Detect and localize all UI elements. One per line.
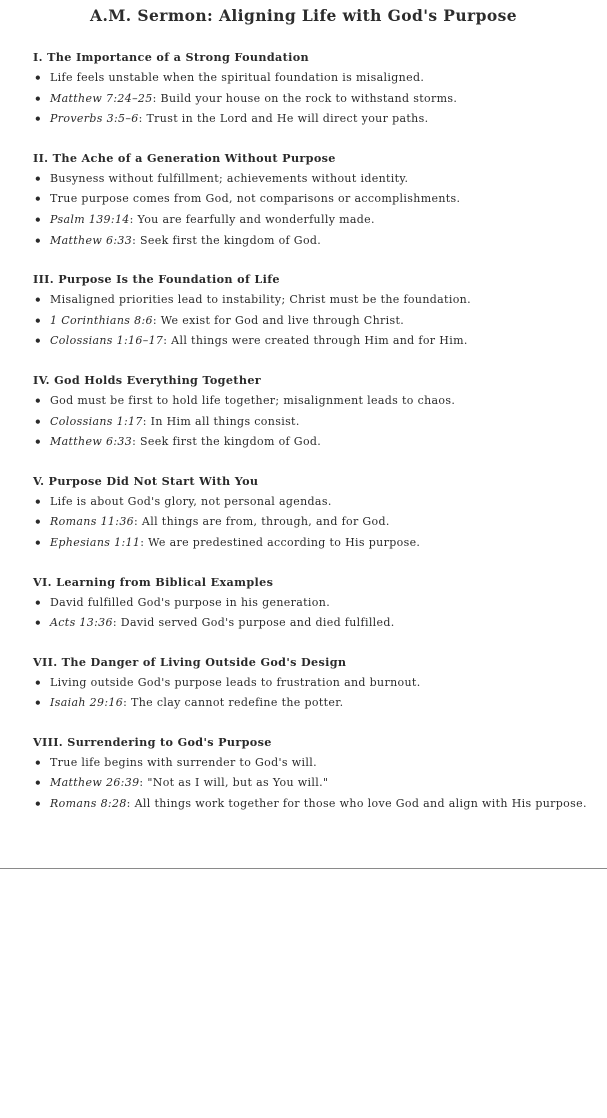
- list-item: [33, 68, 587, 89]
- section-5: [33, 473, 587, 554]
- bullet-icon: •: [34, 515, 43, 530]
- section-heading: IV. God Holds Everything Together: [33, 372, 262, 387]
- point-list: [33, 290, 587, 352]
- point-list: [33, 492, 587, 554]
- bullet-icon: •: [34, 313, 43, 328]
- point-list: [33, 169, 587, 251]
- list-item: [33, 593, 587, 614]
- point-text: Life is about God's glory, not personal agendas.: [50, 494, 332, 508]
- bullet-icon: •: [34, 696, 43, 711]
- section-heading: II. The Ache of a Generation Without Purpose: [33, 150, 336, 165]
- bullet-icon: •: [34, 192, 43, 207]
- bullet-icon: •: [34, 91, 43, 106]
- scripture-reference: Matthew 6:33: [50, 233, 133, 247]
- section-2: [33, 150, 587, 251]
- point-text: : All things were created through Him and for Him.: [163, 334, 468, 348]
- point-text: Misaligned priorities lead to instability; Christ must be the foundation.: [50, 293, 471, 307]
- list-item: [33, 189, 587, 210]
- scripture-reference: Isaiah 29:16: [50, 696, 124, 710]
- point-text: : We are predestined according to His purpose.: [140, 535, 421, 549]
- bullet-icon: •: [34, 595, 43, 610]
- list-item: [33, 311, 587, 332]
- point-text: : All things work together for those who love God and align with His purpose.: [126, 797, 587, 811]
- scripture-reference: Proverbs 3:5–6: [50, 112, 139, 126]
- page-title: A.M. Sermon: Aligning Life with God's Purpose: [90, 6, 517, 25]
- point-text: : Build your house on the rock to withstand storms.: [152, 91, 458, 105]
- point-text: God must be first to hold life together; misalignment leads to chaos.: [50, 393, 456, 407]
- section-6: [33, 574, 587, 634]
- list-item: [33, 613, 587, 634]
- bullet-icon: •: [34, 435, 43, 450]
- point-text: : All things are from, through, and for God.: [134, 515, 390, 529]
- bullet-icon: •: [34, 293, 43, 308]
- point-text: : The clay cannot redefine the potter.: [123, 696, 344, 710]
- list-item: [33, 210, 587, 231]
- bullet-icon: •: [34, 797, 43, 812]
- list-item: [33, 231, 587, 252]
- scripture-reference: Colossians 1:16–17: [50, 334, 164, 348]
- list-item: [33, 512, 587, 533]
- point-list: [33, 673, 587, 714]
- bullet-icon: •: [34, 494, 43, 509]
- bullet-icon: •: [34, 616, 43, 631]
- point-text: : You are fearfully and wonderfully made.: [129, 212, 375, 226]
- bullet-icon: •: [34, 171, 43, 186]
- bullet-icon: •: [34, 212, 43, 227]
- list-item: [33, 169, 587, 190]
- point-text: True life begins with surrender to God's will.: [50, 755, 317, 769]
- point-text: : Seek first the kingdom of God.: [132, 435, 322, 449]
- section-7: [33, 654, 587, 714]
- scripture-reference: Psalm 139:14: [50, 212, 130, 226]
- point-text: : We exist for God and live through Christ.: [152, 313, 405, 327]
- bullet-icon: •: [34, 71, 43, 85]
- list-item: [33, 331, 587, 352]
- scripture-reference: 1 Corinthians 8:6: [50, 313, 153, 327]
- list-item: [33, 773, 587, 794]
- point-text: Living outside God's purpose leads to frustration and burnout.: [50, 675, 421, 689]
- list-item: [33, 492, 587, 513]
- section-heading: VIII. Surrendering to God's Purpose: [33, 734, 272, 749]
- scripture-reference: Matthew 6:33: [50, 435, 133, 449]
- list-item: [33, 109, 587, 130]
- point-list: [33, 391, 587, 453]
- point-text: : Seek first the kingdom of God.: [132, 233, 322, 247]
- point-text: David fulfilled God's purpose in his generation.: [50, 595, 331, 609]
- section-1: [33, 49, 587, 130]
- scripture-reference: Acts 13:36: [50, 616, 113, 630]
- list-item: [33, 290, 587, 311]
- scripture-reference: Matthew 26:39: [50, 776, 140, 790]
- point-text: : "Not as I will, but as You will.": [139, 776, 329, 790]
- section-8: [33, 734, 587, 815]
- scripture-reference: Romans 11:36: [50, 515, 135, 529]
- section-heading: I. The Importance of a Strong Foundation: [33, 50, 310, 64]
- point-text: True purpose comes from God, not comparisons or accomplishments.: [50, 192, 461, 206]
- list-item: [33, 693, 587, 714]
- section-heading: V. Purpose Did Not Start With You: [33, 473, 259, 488]
- sermon-sections: [0, 49, 607, 815]
- point-list: [33, 753, 587, 815]
- list-item: [33, 391, 587, 412]
- scripture-reference: Ephesians 1:11: [50, 535, 141, 549]
- bullet-icon: •: [34, 112, 43, 127]
- point-text: Life feels unstable when the spiritual foundation is misaligned.: [50, 71, 425, 84]
- bullet-icon: •: [34, 393, 43, 408]
- point-list: [33, 68, 587, 130]
- section-3: [33, 271, 587, 352]
- bullet-icon: •: [34, 675, 43, 690]
- scripture-reference: Romans 8:28: [50, 797, 127, 811]
- bullet-icon: •: [34, 535, 43, 550]
- section-heading: VI. Learning from Biblical Examples: [33, 574, 274, 589]
- section-heading: VII. The Danger of Living Outside God's Design: [33, 654, 347, 669]
- bullet-icon: •: [34, 334, 43, 349]
- list-item: [33, 89, 587, 110]
- list-item: [33, 673, 587, 694]
- point-text: : David served God's purpose and died fulfilled.: [112, 616, 395, 630]
- bullet-icon: •: [34, 776, 43, 791]
- section-4: [33, 372, 587, 453]
- list-item: [33, 412, 587, 433]
- list-item: [33, 432, 587, 453]
- list-item: [33, 753, 587, 774]
- scripture-reference: Matthew 7:24–25: [50, 91, 153, 105]
- point-text: : In Him all things consist.: [142, 414, 300, 428]
- list-item: [33, 794, 587, 815]
- bullet-icon: •: [34, 755, 43, 770]
- point-text: : Trust in the Lord and He will direct your paths.: [138, 112, 429, 126]
- scripture-reference: Colossians 1:17: [50, 414, 143, 428]
- point-list: [33, 593, 587, 634]
- bullet-icon: •: [34, 233, 43, 248]
- section-heading: III. Purpose Is the Foundation of Life: [33, 272, 280, 287]
- point-text: Busyness without fulfillment; achievements without identity.: [50, 171, 409, 185]
- list-item: [33, 533, 587, 554]
- bullet-icon: •: [34, 414, 43, 429]
